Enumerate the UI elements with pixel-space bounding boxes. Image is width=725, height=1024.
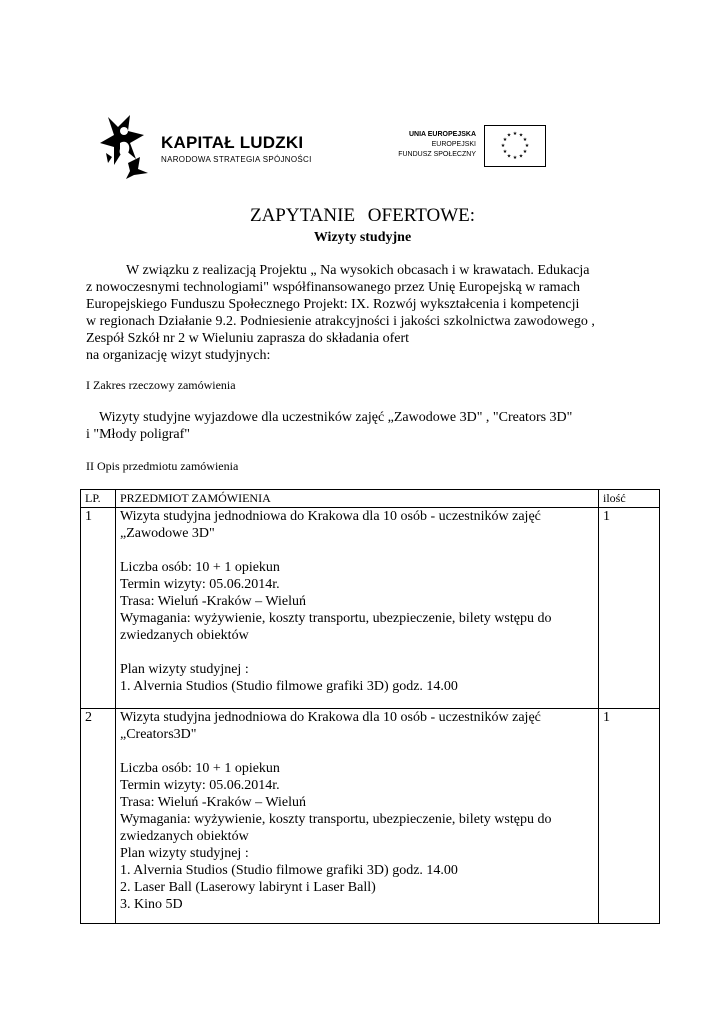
table-row [81, 709, 660, 924]
kl-logo-name: KAPITAŁ LUDZKI [161, 133, 304, 152]
row-persons: Liczba osób: 10 + 1 opiekun [120, 560, 280, 575]
intro-line: w regionach Działanie 9.2. Podniesienie atrakcyjności i jakości szkolnictwa zawodowego , [86, 314, 595, 329]
intro-line: na organizację wizyt studyjnych: [86, 348, 271, 363]
header-subject: PRZEDMIOT ZAMÓWIENIA [116, 490, 599, 508]
row-plan-item: 2. Laser Ball (Laserowy labirynt i Laser Ball) [120, 880, 376, 895]
kapital-ludzki-logo [100, 113, 320, 183]
intro-paragraph [86, 262, 646, 364]
section-1-body [86, 409, 572, 443]
scope-line: i "Młody poligraf" [86, 427, 190, 442]
intro-line: W związku z realizacją Projektu „ Na wysokich obcasach i w krawatach. Edukacja [126, 263, 590, 278]
row-requirements-line: zwiedzanych obiektów [120, 829, 249, 844]
row-title-line: „Creators3D" [120, 727, 197, 742]
row-title-line: Wizyta studyjna jednodniowa do Krakowa dla 10 osób - uczestników zajęć [120, 509, 541, 524]
row-date: Termin wizyty: 05.06.2014r. [120, 577, 280, 592]
row-plan-item: 1. Alvernia Studios (Studio filmowe grafiki 3D) godz. 14.00 [120, 863, 458, 878]
row-qty: 1 [599, 709, 660, 924]
svg-text:★: ★ [518, 153, 524, 160]
svg-text:★: ★ [502, 149, 508, 155]
row-qty: 1 [599, 508, 660, 709]
row-route: Trasa: Wieluń -Kraków – Wieluń [120, 795, 307, 810]
svg-text:★: ★ [512, 155, 518, 161]
svg-text:★: ★ [524, 143, 530, 149]
row-subject [116, 709, 599, 924]
header-qty: ilość [599, 490, 660, 508]
eu-logo-line3: FUNDUSZ SPOŁECZNY [398, 151, 476, 158]
svg-text:★: ★ [506, 153, 512, 160]
scope-line: Wizyty studyjne wyjazdowe dla uczestników zajęć „Zawodowe 3D" , "Creators 3D" [99, 410, 573, 425]
svg-text:★: ★ [502, 137, 508, 143]
row-title-line: Wizyta studyjna jednodniowa do Krakowa dla 10 osób - uczestników zajęć [120, 710, 541, 725]
row-lp: 1 [81, 508, 116, 709]
intro-line: Europejskiego Funduszu Społecznego Projekt: IX. Rozwój wykształcenia i kompetencji [86, 297, 580, 312]
table-header-row [81, 490, 660, 508]
document-subtitle: Wizyty studyjne [313, 230, 412, 245]
row-date: Termin wizyty: 05.06.2014r. [120, 778, 280, 793]
svg-text:★: ★ [522, 149, 528, 155]
row-plan-item: 3. Kino 5D [120, 897, 183, 912]
document-title: ZAPYTANIE OFERTOWE: [249, 205, 476, 226]
row-requirements-line: Wymagania: wyżywienie, koszty transportu, ubezpieczenie, bilety wstępu do [120, 611, 552, 626]
row-plan-item: 1. Alvernia Studios (Studio filmowe grafiki 3D) godz. 14.00 [120, 679, 458, 694]
intro-line: z nowoczesnymi technologiami" współfinansowanego przez Unię Europejską w ramach [86, 280, 580, 295]
row-requirements-line: zwiedzanych obiektów [120, 628, 249, 643]
svg-text:★: ★ [512, 131, 518, 137]
row-route: Trasa: Wieluń -Kraków – Wieluń [120, 594, 307, 609]
order-table [80, 489, 660, 924]
row-lp: 2 [81, 709, 116, 924]
eu-stars-flag-icon [484, 125, 546, 167]
section-2-heading: II Opis przedmiotu zamówienia [86, 459, 239, 473]
kl-logo-tagline: NARODOWA STRATEGIA SPÓJNOŚCI [161, 155, 312, 164]
svg-text:★: ★ [500, 143, 506, 149]
row-subject [116, 508, 599, 709]
header-lp: LP. [81, 490, 116, 508]
svg-text:★: ★ [522, 137, 528, 143]
row-plan-heading: Plan wizyty studyjnej : [120, 846, 249, 861]
eu-logo-line1: UNIA EUROPEJSKA [408, 131, 476, 138]
eu-logo-line2: EUROPEJSKI [431, 141, 476, 148]
table-row [81, 508, 660, 709]
row-plan-heading: Plan wizyty studyjnej : [120, 662, 249, 677]
svg-text:★: ★ [506, 132, 512, 139]
row-persons: Liczba osób: 10 + 1 opiekun [120, 761, 280, 776]
svg-text:★: ★ [518, 132, 524, 139]
eu-logo [370, 125, 550, 170]
row-title-line: „Zawodowe 3D" [120, 526, 215, 541]
row-requirements-line: Wymagania: wyżywienie, koszty transportu, ubezpieczenie, bilety wstępu do [120, 812, 552, 827]
eu-logo-text [370, 130, 476, 160]
section-1-heading: I Zakres rzeczowy zamówienia [86, 378, 236, 392]
kapital-ludzki-star-figure-icon [100, 113, 152, 179]
intro-line: Zespół Szkół nr 2 w Wieluniu zaprasza do składania ofert [86, 331, 410, 346]
